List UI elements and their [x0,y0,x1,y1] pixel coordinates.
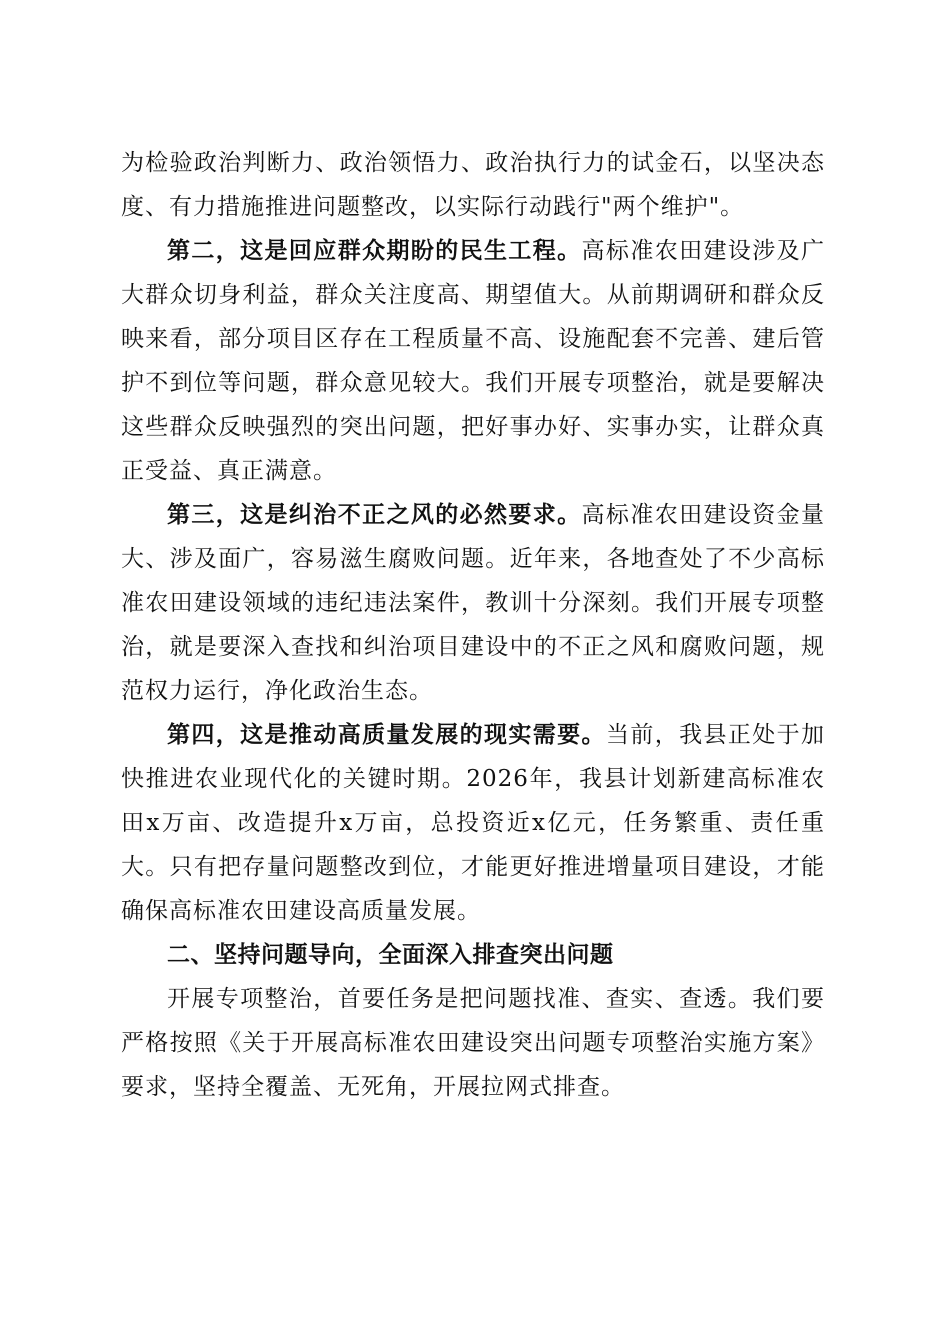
paragraph-text: 开展专项整治，首要任务是把问题找准、查实、查透。我们要严格按照《关于开展高标准农田建设突出问题专项整治实施方案》要求，坚持全覆盖、无死角，开展拉网式排查。 [121,986,825,1100]
paragraph-lead: 第二，这是回应群众期盼的民生工程。 [167,237,582,264]
paragraph-third-point [121,493,825,713]
document-body [121,141,825,1109]
paragraph-text: 高标准农田建设涉及广大群众切身利益，群众关注度高、期望值大。从前期调研和群众反映来看，部分项目区存在工程质量不高、设施配套不完善、建后管护不到位等问题，群众意见较大。我们开展专项整治，就是要解决这些群众反映强烈的突出问题，把好事办好、实事办实，让群众真正受益、真正满意。 [121,238,826,484]
section-heading: 二、坚持问题导向，全面深入排查突出问题 [167,942,614,968]
paragraph-lead: 第三，这是纠治不正之风的必然要求。 [167,501,582,528]
paragraph-lead: 第四，这是推动高质量发展的现实需要。 [167,721,606,748]
paragraph-section-intro [121,977,825,1109]
paragraph-text: 为检验政治判断力、政治领悟力、政治执行力的试金石，以坚决态度、有力措施推进问题整改，以实际行动践行"两个维护"。 [121,150,825,220]
paragraph-second-point [121,229,825,493]
paragraph-text: 高标准农田建设资金量大、涉及面广，容易滋生腐败问题。近年来，各地查处了不少高标准农田建设领域的违纪违法案件，教训十分深刻。我们开展专项整治，就是要深入查找和纠治项目建设中的不正之风和腐败问题，规范权力运行，净化政治生态。 [121,502,826,704]
paragraph-text: 当前，我县正处于加快推进农业现代化的关键时期。2026年，我县计划新建高标准农田x万亩、改造提升x万亩，总投资近x亿元，任务繁重、责任重大。只有把存量问题整改到位，才能更好推进增量项目建设，才能确保高标准农田建设高质量发展。 [121,722,826,924]
paragraph-fourth-point [121,713,825,933]
paragraph-continuation [121,141,825,229]
